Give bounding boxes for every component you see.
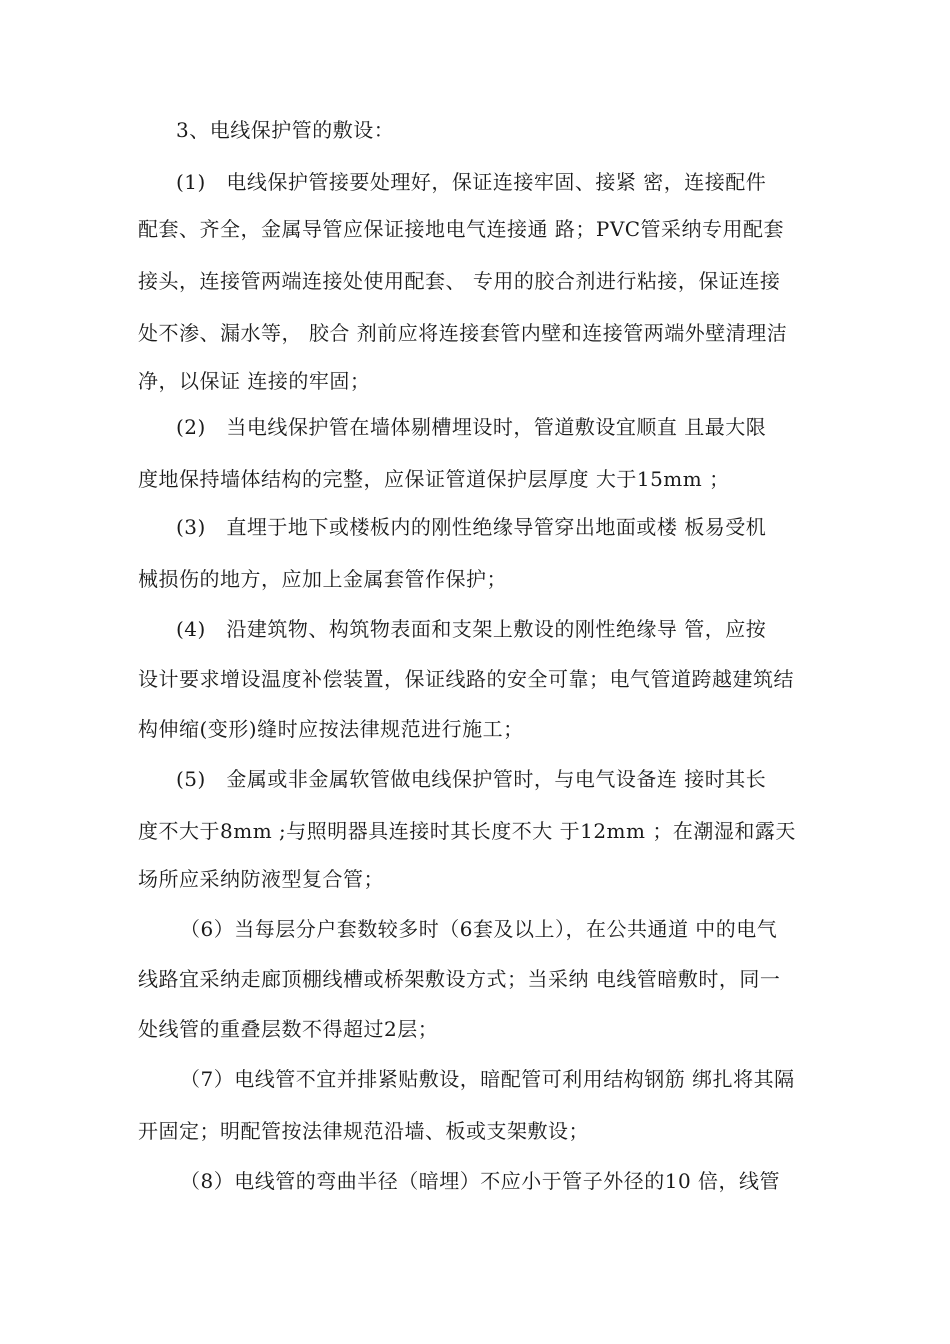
paragraph-line: 场所应采纳防液型复合管； — [138, 867, 384, 891]
paragraph-line: （8）电线管的弯曲半径（暗埋）不应小于管子外径的10 倍，线管 — [180, 1169, 781, 1193]
paragraph-line: (5) 金属或非金属软管做电线保护管时，与电气设备连 接时其长 — [176, 767, 767, 791]
paragraph-line: 械损伤的地方，应加上金属套管作保护； — [138, 567, 507, 591]
paragraph-line: 处线管的重叠层数不得超过2层； — [138, 1017, 439, 1041]
paragraph-line: （6）当每层分户套数较多时（6套及以上），在公共通道 中的电气 — [180, 917, 778, 941]
paragraph-line: 净，以保证 连接的牢固； — [138, 369, 371, 393]
paragraph-line: 设计要求增设温度补偿装置，保证线路的安全可靠；电气管道跨越建筑结 — [138, 667, 794, 691]
paragraph-line: (2) 当电线保护管在墙体剔槽埋设时，管道敷设宜顺直 且最大限 — [176, 415, 767, 439]
paragraph-line: 配套、齐全，金属导管应保证接地电气连接通 路；PVC管采纳专用配套 — [138, 217, 785, 241]
paragraph-line: 度不大于8mm ;与照明器具连接时其长度不大 于12mm ；在潮湿和露天 — [138, 819, 796, 843]
paragraph-line: 线路宜采纳走廊顶棚线槽或桥架敷设方式；当采纳 电线管暗敷时，同一 — [138, 967, 781, 991]
paragraph-line: 接头，连接管两端连接处使用配套、 专用的胶合剂进行粘接，保证连接 — [138, 269, 781, 293]
section-heading: 3、电线保护管的敷设： — [176, 118, 395, 142]
paragraph-line: 度地保持墙体结构的完整，应保证管道保护层厚度 大于15mm ； — [138, 467, 730, 491]
paragraph-line: (3) 直埋于地下或楼板内的刚性绝缘导管穿出地面或楼 板易受机 — [176, 515, 767, 539]
paragraph-line: （7）电线管不宜并排紧贴敷设，暗配管可利用结构钢筋 绑扎将其隔 — [180, 1067, 795, 1091]
paragraph-line: 构伸缩(变形)缝时应按法律规范进行施工； — [138, 717, 524, 741]
paragraph-line: 开固定；明配管按法律规范沿墙、板或支架敷设； — [138, 1119, 589, 1143]
paragraph-line: (4) 沿建筑物、构筑物表面和支架上敷设的刚性绝缘导 管，应按 — [176, 617, 767, 641]
paragraph-line: (1) 电线保护管接要处理好，保证连接牢固、接紧 密，连接配件 — [176, 170, 767, 194]
paragraph-line: 处不渗、漏水等， 胶合 剂前应将连接套管内壁和连接管两端外壁清理洁 — [138, 321, 788, 345]
